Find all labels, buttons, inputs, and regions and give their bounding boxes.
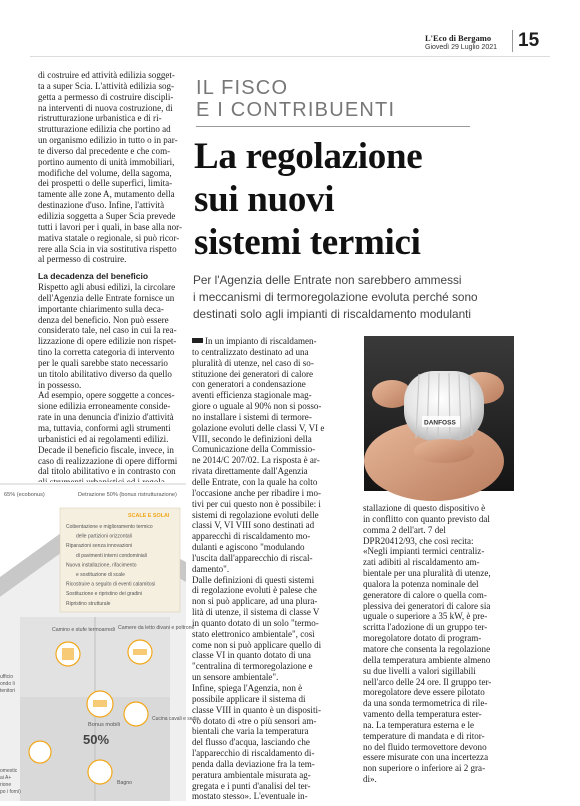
thermostat-photo [364, 336, 514, 491]
left-label-3: tenitori [0, 688, 16, 694]
text-line: stallazione di questo dispositivo è [363, 503, 486, 513]
legend-item: Ripristino strutturale [66, 600, 111, 607]
text-line: In un impianto di riscaldamen- [192, 336, 356, 347]
text-line: golazione evoluti delle classi V, VI e [192, 422, 325, 433]
text-line: di». [363, 774, 377, 785]
text-line: Dalle definizioni di questi sistemi [192, 574, 315, 585]
text-line: "centralina di termoregolazione e [192, 661, 313, 672]
text-line: DPR20412/93, che così recita: [363, 535, 474, 546]
text-line: un organismo edilizio in tutto o in par- [38, 135, 178, 146]
washing-machine-icon [29, 741, 51, 763]
headline-line3: sistemi termici [194, 222, 421, 263]
text-line: dal titolo abilitativo e in contrasto con [38, 466, 176, 477]
bathroom-icon [88, 760, 112, 784]
text-line: edilizia soggetta a Super Scia prevede [38, 210, 176, 221]
text-line: portino aumento di unità immobiliari, [38, 156, 175, 167]
headline-line2: sui nuovi [194, 179, 335, 220]
text-line: classi V, VI VIII sono destinati ad [192, 520, 315, 531]
bonus-mobili-value: 50% [83, 732, 110, 747]
legend-item: Ricostruire a seguito di eventi calamitosi [66, 581, 156, 588]
text-line: aventi efficienza stagionale mag- [192, 390, 312, 401]
legend-item: Riparazioni senza innovazioni [66, 543, 133, 550]
text-line: penda dalla deviazione fra la tem- [192, 758, 315, 769]
text-line: rate in una denuncia d'inizio d'attività [38, 412, 174, 423]
text-line: Infine, spiega l'Agenzia, non è [192, 683, 303, 693]
text-line: rere alla Scia in via sostitutiva rispetto [38, 243, 177, 254]
text-line: in quanto dotato di un solo "termo- [192, 617, 319, 628]
text-line: possibile applicare il sistema di [192, 693, 306, 704]
subheadline-line3: destinati solo agli impianti di riscaldamento modulanti [193, 307, 472, 321]
text-line: non si può applicare, ad una plura- [192, 596, 318, 607]
text-line: al permesso di costruire. [38, 254, 127, 265]
text-line: su due livelli a valori sigillabili [363, 665, 476, 676]
text-line: della temperatura ambiente almeno [363, 654, 491, 665]
legend-title: SCALE E SOLAI [128, 513, 170, 519]
text-line: modifiche del volume, della sagoma, [38, 167, 172, 178]
text-line: urbanistici ed ai regolamenti edilizi. [38, 433, 169, 444]
text-line: gregata e i punti d'analisi del ter- [192, 780, 311, 791]
text-line: tamente alle zone A, mutamento della [38, 189, 175, 200]
text-line: scritta l'adozione di un gruppo ter- [363, 622, 488, 633]
text-line: Decade il beneficio fiscale, invece, in [38, 444, 174, 455]
text-line: per le quali sarebbe stato necessario [38, 357, 168, 368]
column-c-body [363, 503, 515, 785]
text-line: peratura ambientale misurata ag- [192, 769, 311, 780]
article-column-b [192, 336, 356, 802]
legend-item: Nuova installazione, rifacimento [66, 562, 137, 569]
text-line: Comunicazione della Commissio- [192, 444, 316, 455]
text-line: del flusso d'acqua, lasciando che [192, 737, 310, 748]
text-line: zati adibiti al riscaldamento am- [363, 557, 480, 568]
text-line: non superiore o inferiore ai 2 gra- [363, 763, 486, 774]
text-line: importante chiarimento sulla deca- [38, 303, 164, 314]
left-label-1: ufficio [0, 674, 13, 680]
subheadline-line1: Per l'Agenzia delle Entrate non sarebbero ammessi [193, 273, 462, 287]
text-line: classe VI in quanto dotato di una [192, 650, 311, 661]
text-line: di regolazione evoluti è palese che [192, 585, 317, 596]
text-line: delle Entrate, con la quale ha colto [192, 476, 318, 487]
text-line: in conflitto con quanto previsto dal [363, 513, 490, 524]
left-label-7: po i forni) [0, 789, 21, 795]
text-line: ne 2014/C 207/02. La risposta è ar- [192, 455, 320, 466]
text-line: strutturazione edilizia che portino ad [38, 124, 171, 135]
subheadline-line2: i meccanismi di termoregolazione evoluta perché sono [193, 290, 478, 304]
column-a-body [38, 70, 184, 265]
text-line: bientali che varia la temperatura [192, 726, 309, 737]
text-line: in possesso. [38, 379, 82, 390]
text-line: getta a permesso di costruire discipli- [38, 91, 174, 102]
section-rule [196, 126, 470, 127]
text-line: na interventi di nuova costruzione, di [38, 102, 173, 113]
text-line: sistemi di regolazione evoluti delle [192, 509, 319, 520]
text-line: vo dotato di «tre o più sensori am- [192, 715, 317, 726]
text-line: stato elettronico ambientale", così [192, 628, 315, 639]
text-line: VIII, secondo le definizioni della [192, 433, 312, 444]
text-line: lità di utenze, il sistema di classe V [192, 607, 320, 618]
bonus-ristr-label: Detrazione 50% (bonus ristrutturazione) [78, 492, 177, 498]
text-line: no installare i sistemi di termore- [192, 411, 312, 422]
text-line: pluralità di utenze, nel caso di so- [192, 357, 314, 368]
text-line: damento". [192, 563, 230, 574]
section-label-line2: E I CONTRIBUENTI [196, 99, 396, 121]
left-label-5: ai A+ [0, 775, 12, 781]
text-line: dei prospetti o delle superfici, limita- [38, 178, 173, 189]
text-line: Ad esempio, opere soggette a conces- [38, 390, 175, 401]
text-line: considerato tale, nel caso in cui la rea- [38, 325, 177, 336]
text-line: temperature di mandata e di ritor- [363, 730, 485, 741]
paragraph-marker [192, 338, 203, 343]
text-line: ta a super Scia. L'attività edilizia sog- [38, 80, 175, 91]
kitchen-icon [124, 702, 148, 726]
text-line: «Negli impianti termici centraliz- [363, 546, 485, 557]
text-line: l'occasione anche per ribadire i mo- [192, 487, 321, 498]
bathroom-label: Bagno [117, 780, 133, 786]
text-line: te diverso dal precedente e che com- [38, 145, 171, 156]
infographic-svg [0, 482, 200, 801]
text-line: mativa statale o regionale, si può ricor- [38, 232, 180, 243]
text-line: moregolatore dotato di program- [363, 633, 482, 644]
legend-item: Coibentazione e miglioramento termico [66, 524, 153, 530]
text-line: dell'Agenzia delle Entrate fornisce un [38, 292, 175, 303]
text-line: sione edilizia erroneamente conside- [38, 401, 171, 412]
bonus-mobili-label: Bonus mobili [88, 722, 121, 728]
text-line: come non si può applicare quello di [192, 639, 322, 650]
text-line: no del fluido termovettore devono [363, 741, 487, 752]
text-line: to centralizzato destinato ad una [192, 346, 309, 357]
text-line: moregolatore deve essere pilotato [363, 687, 485, 698]
text-line: tino la corretta categoria di intervento [38, 347, 175, 358]
text-line: ristrutturazione urbanistica e di ri- [38, 113, 162, 124]
top-rule [30, 56, 550, 57]
text-line: matore che consenta la regolazione [363, 643, 491, 654]
text-line: stituzione dei generatori di calore [192, 368, 314, 379]
headline-line1: La regolazione [194, 136, 423, 177]
text-line: bientale per una pluralità di utenze, [363, 568, 491, 579]
text-line: tivi per cui questo non è possibile: i [192, 498, 321, 509]
ecobonus-label: 65% (ecobonus) [4, 492, 45, 498]
text-line: di costruire ed attività edilizia sogget- [38, 70, 175, 80]
column-a-body-2 [38, 282, 184, 499]
column-a-subhead: La decadenza del beneficio [38, 271, 149, 282]
header-divider [512, 30, 513, 52]
text-line: qualora la potenza nominale del [363, 578, 479, 589]
device-brand-label: DANFOSS [424, 419, 456, 427]
text-line: essere misurate con una incertezza [363, 752, 489, 763]
text-line: plessiva dei generatori di calore sia [363, 600, 491, 611]
text-line: con generatori a condensazione [192, 379, 306, 390]
article-column-a [38, 70, 184, 499]
text-line: ma, tuttavia, conformi agli strumenti [38, 423, 171, 433]
text-line: dulanti e agiscono "modulando [192, 542, 305, 553]
legend-item: e sostituzione di scale [76, 572, 125, 578]
left-label-6: rione [0, 782, 12, 788]
text-line: vamento della temperatura ester- [363, 709, 482, 720]
text-line: nell'arco delle 24 ore. Il gruppo ter- [363, 676, 492, 687]
text-line: lizzazione di opere edilizie non rispet- [38, 336, 177, 347]
text-line: tutti i lavori per i quali, in base alla nor- [38, 221, 183, 232]
legend-item: delle partizioni orizzontali [76, 533, 132, 540]
text-line: denza del beneficio. Non può essere [38, 314, 169, 325]
article-column-c [363, 503, 515, 785]
text-line: mostato stesso». L'eventuale in- [192, 791, 308, 802]
text-line: destinazione d'uso. Infine, l'attività [38, 200, 165, 211]
publication-name: L'Eco di Bergamo [425, 33, 492, 43]
left-label-4: omestic [0, 768, 18, 774]
text-line: l'uscita dall'apparecchio di riscal- [192, 552, 313, 563]
text-line: l'apparecchio di riscaldamento di- [192, 748, 315, 759]
room-label-fireplace: Camino e stufe termoarredi [52, 627, 115, 633]
text-line: classe VIII in quanto è un dispositi- [192, 704, 321, 715]
text-line: un titolo abilitativo diverso da quello [38, 368, 172, 379]
text-line: un sensore ambientale". [192, 672, 279, 683]
publication-date: Giovedì 29 Luglio 2021 [425, 44, 497, 51]
text-line: rivata direttamente dall'Agenzia [192, 466, 308, 477]
text-line: uguale o superiore a 35 kW, è pre- [363, 611, 488, 622]
legend-item: Sostituzione e ripristino dei gradini [66, 591, 143, 598]
text-line: da una sonda termometrica di rile- [363, 698, 488, 709]
text-line: comma 2 dell'art. 7 del [363, 524, 446, 535]
text-line: apparecchi di riscaldamento mo- [192, 531, 311, 542]
room-label-bedroom: Camere da letto divani e poltrone [118, 625, 195, 631]
thermostat-photo-svg [364, 336, 514, 491]
text-line: generatore di calore o quella com- [363, 589, 487, 600]
house-infographic [0, 482, 200, 801]
page-number: 15 [518, 30, 540, 51]
section-label-line1: IL FISCO [196, 77, 289, 99]
left-label-2: ondo li [0, 681, 15, 687]
text-line: caso di realizzazione di opere difformi [38, 455, 178, 466]
legend-item: di pavimenti interni condominiali [76, 552, 147, 559]
text-line: giore o uguale al 90% non si posso- [192, 401, 322, 412]
kitchen-label: Cucina cavali e sedie [152, 716, 200, 722]
text-line: na. La temperatura esterna e le [363, 719, 475, 730]
text-line: Rispetto agli abusi edilizi, la circolare [38, 282, 176, 293]
column-b-body [192, 336, 356, 802]
